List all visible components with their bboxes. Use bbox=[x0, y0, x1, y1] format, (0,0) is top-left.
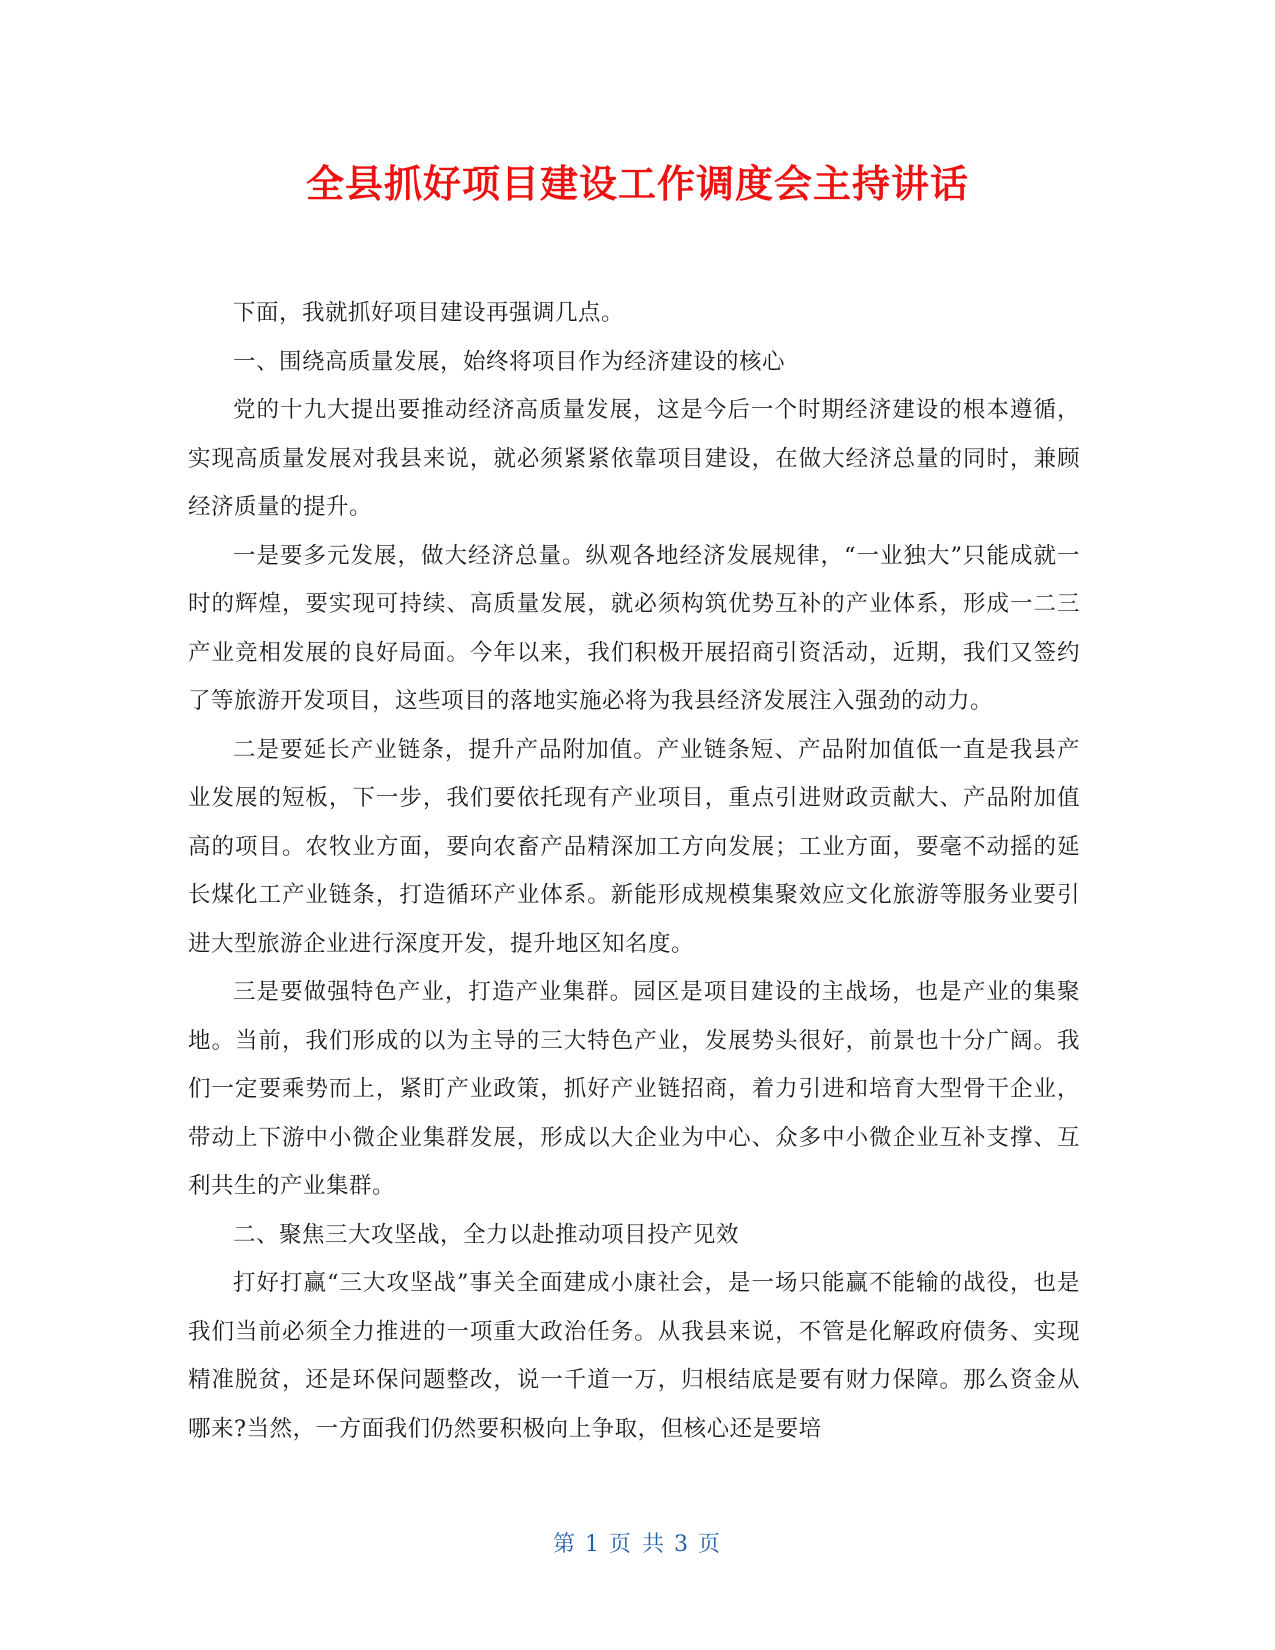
paragraph: 二是要延长产业链条，提升产品附加值。产业链条短、产品附加值低一直是我县产业发展的短板，下一步，我们要依托现有产业项目，重点引进财政贡献大、产品附加值高的项目。农牧业方面，要向农畜产品精深加工方向发展；工业方面，要毫不动摇的延长煤化工产业链条，打造循环产业体系。新能形成规模集聚效应文化旅游等服务业要引进大型旅游企业进行深度开发，提升地区知名度。 bbox=[188, 736, 1080, 957]
paragraph: 党的十九大提出要推动经济高质量发展，这是今后一个时期经济建设的根本遵循，实现高质量发展对我县来说，就必须紧紧依靠项目建设，在做大经济总量的同时，兼顾经济质量的提升。 bbox=[188, 397, 1080, 520]
document-title: 全县抓好项目建设工作调度会主持讲话 bbox=[305, 162, 969, 206]
page-label-suffix: 页 bbox=[698, 1532, 723, 1557]
paragraph: 三是要做强特色产业，打造产业集群。园区是项目建设的主战场，也是产业的集聚地。当前，我们形成的以为主导的三大特色产业，发展势头很好，前景也十分广阔。我们一定要乘势而上，紧盯产业政策，抓好产业链招商，着力引进和培育大型骨干企业，带动上下游中小微企业集群发展，形成以大企业为中心、众多中小微企业互补支撑、互利共生的产业集群。 bbox=[188, 979, 1080, 1199]
page-label-prefix: 第 bbox=[552, 1532, 577, 1557]
section-heading-2: 二、聚焦三大攻坚战，全力以赴推动项目投产见效 bbox=[233, 1221, 740, 1248]
section-heading-1: 一、围绕高质量发展，始终将项目作为经济建设的核心 bbox=[233, 348, 786, 375]
total-pages-number: 3 bbox=[674, 1532, 690, 1557]
paragraph: 打好打赢“三大攻坚战”事关全面建成小康社会，是一场只能赢不能输的战役，也是我们当前必须全力推进的一项重大政治任务。从我县来说，不管是化解政府债务、实现精准脱贫，还是环保问题整改，说一千道一万，归根结底是要有财力保障。那么资金从哪来?当然，一方面我们仍然要积极向上争取，但核心还是要培 bbox=[188, 1270, 1080, 1442]
page-number-footer bbox=[0, 1530, 1275, 1560]
current-page-number: 1 bbox=[585, 1532, 601, 1557]
document-body bbox=[188, 289, 1080, 1453]
page-label-mid: 页 共 bbox=[609, 1532, 666, 1557]
paragraph-intro: 下面，我就抓好项目建设再强调几点。 bbox=[233, 300, 625, 326]
paragraph: 一是要多元发展，做大经济总量。纵观各地经济发展规律，“一业独大”只能成就一时的辉煌，要实现可持续、高质量发展，就必须构筑优势互补的产业体系，形成一二三产业竞相发展的良好局面。今年以来，我们积极开展招商引资活动，近期，我们又签约了等旅游开发项目，这些项目的落地实施必将为我县经济发展注入强劲的动力。 bbox=[188, 542, 1080, 714]
